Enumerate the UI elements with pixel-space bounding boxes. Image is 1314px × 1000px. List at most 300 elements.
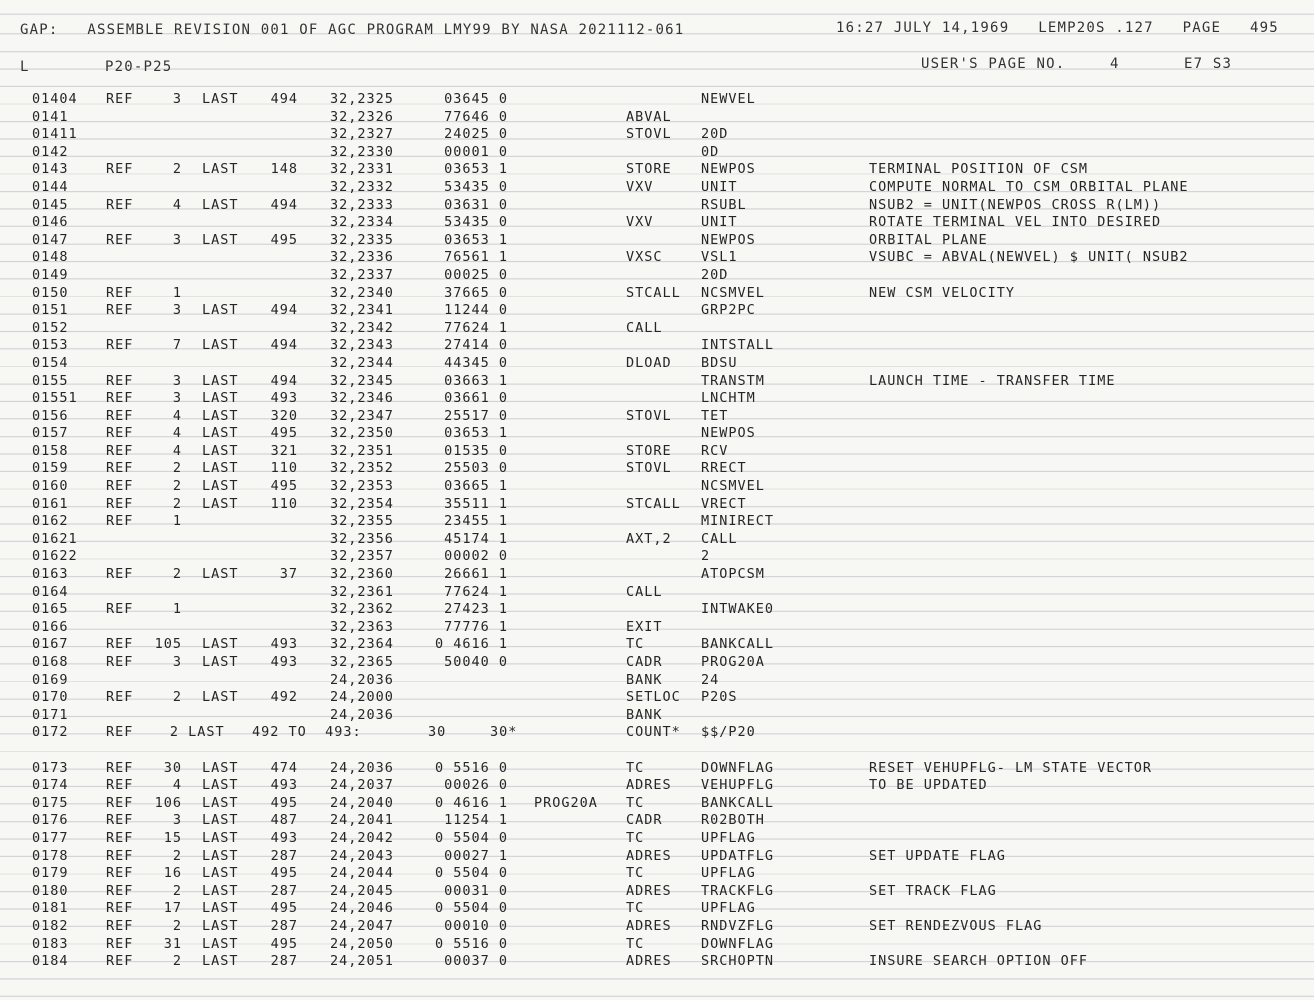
ref-marker: REF (106, 196, 134, 213)
operand: TRANSTM (701, 372, 765, 389)
line-number: 0155 (32, 372, 69, 389)
listing-row (0, 197, 1314, 215)
last-marker: LAST (202, 953, 239, 970)
address: 32,2357 (330, 548, 394, 565)
ref-marker: REF (106, 390, 134, 407)
opcode: TC (626, 829, 645, 846)
address: 32,2365 (330, 654, 394, 670)
ref-count: 7 (172, 337, 182, 354)
ref-count: 1 (172, 284, 182, 301)
last-page: 110 (270, 460, 298, 477)
operand: R02BOTH (701, 812, 765, 829)
line-number: 0184 (32, 953, 69, 970)
listing-row (0, 795, 1314, 813)
octal-word: 27423 1 (444, 601, 508, 618)
listing-row (0, 777, 1314, 795)
octal-word: 0 5504 0 (434, 865, 508, 882)
address: 32,2362 (330, 601, 394, 618)
ref-marker: REF (106, 91, 134, 107)
listing-row (0, 460, 1314, 478)
ref-count: 16 (163, 865, 182, 882)
comment: RESET VEHUPFLG- LM STATE VECTOR (869, 759, 1152, 776)
listing-row (0, 126, 1314, 144)
line-number: 01622 (32, 548, 78, 565)
operand: MINIRECT (701, 513, 775, 530)
last-page: 493 (270, 777, 298, 794)
operand: LNCHTM (701, 390, 756, 407)
line-number: 0153 (32, 337, 69, 354)
line-number: 0160 (32, 478, 69, 495)
operand: UPFLAG (701, 900, 756, 917)
opcode: CALL (626, 319, 663, 336)
address: 32,2354 (330, 495, 394, 512)
last-page: 287 (270, 917, 298, 934)
ref-count: 2 (172, 161, 182, 178)
header-mode: L (20, 59, 30, 75)
listing-row (0, 408, 1314, 426)
line-number: 01404 (32, 91, 78, 107)
operand: CALL (701, 530, 738, 547)
operand: 2 (701, 548, 711, 565)
address: 32,2325 (330, 91, 394, 107)
last-marker: LAST (202, 460, 239, 477)
opcode: ABVAL (626, 108, 672, 125)
address: 32,2341 (330, 302, 394, 319)
ref-count: 1 (172, 513, 182, 530)
operand: INTWAKE0 (701, 601, 775, 618)
listing-row (0, 900, 1314, 918)
listing-row (0, 584, 1314, 602)
listing-row (0, 214, 1314, 232)
octal-word: 0 5504 0 (434, 900, 508, 917)
octal-word: 01535 0 (444, 442, 508, 459)
ref-count: 105 (154, 636, 182, 653)
last-marker: LAST (202, 91, 239, 107)
ref-marker: REF (106, 460, 134, 477)
opcode: CALL (626, 583, 663, 600)
address: 24,2043 (330, 847, 394, 864)
address: 24,2047 (330, 917, 394, 934)
ref-marker: REF (106, 425, 134, 442)
operand: DOWNFLAG (701, 759, 775, 776)
octal-word: 00001 0 (444, 143, 508, 160)
last-marker: LAST (202, 425, 239, 442)
address: 24,2051 (330, 953, 394, 970)
listing-row (0, 531, 1314, 549)
octal-word: 11254 1 (444, 812, 508, 829)
ref-marker: REF (106, 759, 134, 776)
line-number: 0165 (32, 601, 69, 618)
last-marker: LAST (202, 566, 239, 583)
octal-word: 53435 0 (444, 214, 508, 231)
octal-word: 00031 0 (444, 882, 508, 899)
comment: TERMINAL POSITION OF CSM (869, 161, 1089, 178)
last-marker: LAST (202, 882, 239, 899)
last-page: 37 (279, 566, 298, 583)
ref-count: 2 (172, 847, 182, 864)
ref-count: 17 (163, 900, 182, 917)
address: 24,2036 (330, 671, 394, 688)
line-number: 0157 (32, 425, 69, 442)
octal-word: 77776 1 (444, 618, 508, 635)
last-page: 494 (270, 337, 298, 354)
octal-word: 77646 0 (444, 108, 508, 125)
opcode: SETLOC (626, 689, 681, 706)
listing-row (0, 232, 1314, 250)
operand: UPFLAG (701, 829, 756, 846)
ref-marker: REF (106, 372, 134, 389)
header-section: P20-P25 (105, 59, 173, 75)
listing-row (0, 337, 1314, 355)
operand: NEWPOS (701, 425, 756, 442)
address: 24,2036 (330, 759, 394, 776)
comment: INSURE SEARCH OPTION OFF (869, 953, 1089, 970)
line-number: 0156 (32, 407, 69, 424)
operand: 24 (701, 671, 720, 688)
operand: P20S (701, 689, 738, 706)
opcode: TC (626, 935, 645, 952)
listing-row (0, 812, 1314, 830)
last-marker: LAST (202, 231, 239, 248)
opcode: ADRES (626, 847, 672, 864)
address: 32,2351 (330, 442, 394, 459)
operand: 0D (701, 143, 720, 160)
address: 32,2340 (330, 284, 394, 301)
ref-marker: REF (106, 777, 134, 794)
octal-word: 03653 1 (444, 425, 508, 442)
ref-count: 2 (172, 882, 182, 899)
listing-row (0, 285, 1314, 303)
octal-word: 00037 0 (444, 953, 508, 970)
last-page: 474 (270, 759, 298, 776)
count-row (0, 724, 1314, 742)
ref-marker: REF (106, 231, 134, 248)
address: 32,2352 (330, 460, 394, 477)
address: 32,2336 (330, 249, 394, 266)
line-number: 0149 (32, 266, 69, 283)
octal-word: 76561 1 (444, 249, 508, 266)
operand: $$/P20 (701, 724, 756, 741)
address: 32,2364 (330, 636, 394, 653)
listing-row (0, 848, 1314, 866)
octal-word: 03645 0 (444, 91, 508, 107)
last-marker: LAST (202, 759, 239, 776)
address: 32,2347 (330, 407, 394, 424)
listing-row (0, 302, 1314, 320)
octal-word: 0 5516 0 (434, 935, 508, 952)
address: 32,2345 (330, 372, 394, 389)
ref-marker: REF (106, 865, 134, 882)
listing-row (0, 936, 1314, 954)
operand: RSUBL (701, 196, 747, 213)
ref-count: 30 (163, 759, 182, 776)
operand: NEWVEL (701, 91, 756, 107)
line-number: 0169 (32, 671, 69, 688)
operand: PROG20A (701, 654, 765, 670)
line-number: 0142 (32, 143, 69, 160)
octal-word: 11244 0 (444, 302, 508, 319)
line-number: 0176 (32, 812, 69, 829)
address: 24,2040 (330, 794, 394, 811)
ref-marker: REF (106, 636, 134, 653)
line-number: 0147 (32, 231, 69, 248)
octal-word: 0 5516 0 (434, 759, 508, 776)
last-marker: LAST (202, 407, 239, 424)
last-marker: LAST (202, 390, 239, 407)
opcode: STOVL (626, 460, 672, 477)
last-page: 495 (270, 865, 298, 882)
octal-word: 37665 0 (444, 284, 508, 301)
ref-marker: REF (106, 917, 134, 934)
operand: SRCHOPTN (701, 953, 775, 970)
line-number: 0182 (32, 917, 69, 934)
listing-row (0, 601, 1314, 619)
last-marker: LAST (202, 777, 239, 794)
comment: ORBITAL PLANE (869, 231, 988, 248)
line-number: 0161 (32, 495, 69, 512)
ref-marker: REF (106, 953, 134, 970)
octal-word: 03665 1 (444, 478, 508, 495)
listing-row (0, 830, 1314, 848)
opcode: ADRES (626, 882, 672, 899)
operand: RNDVZFLG (701, 917, 775, 934)
ref-count: 2 (172, 495, 182, 512)
ref-count: 4 (172, 442, 182, 459)
octal-word: 50040 0 (444, 654, 508, 670)
ref-count: 2 (172, 566, 182, 583)
ref-count: 3 (172, 654, 182, 670)
count-value: 30 (428, 724, 447, 741)
address: 32,2332 (330, 178, 394, 195)
ref-marker: REF (106, 935, 134, 952)
listing-row (0, 883, 1314, 901)
address: 24,2044 (330, 865, 394, 882)
listing-row (0, 707, 1314, 725)
listing-row (0, 689, 1314, 707)
opcode: ADRES (626, 777, 672, 794)
line-number: 0180 (32, 882, 69, 899)
octal-word: 45174 1 (444, 530, 508, 547)
last-marker: LAST (202, 847, 239, 864)
opcode: AXT,2 (626, 530, 672, 547)
ref-count: 2 (172, 460, 182, 477)
last-marker: LAST (202, 442, 239, 459)
ref-count: 3 (172, 372, 182, 389)
opcode: BANK (626, 706, 663, 723)
octal-word: 03653 1 (444, 161, 508, 178)
opcode: CADR (626, 812, 663, 829)
last-page: 110 (270, 495, 298, 512)
ref-count: 2 (172, 478, 182, 495)
last-page: 494 (270, 372, 298, 389)
line-number: 0150 (32, 284, 69, 301)
last-marker: LAST (202, 636, 239, 653)
operand: 20D (701, 126, 729, 143)
last-marker: LAST (202, 829, 239, 846)
line-number: 0146 (32, 214, 69, 231)
ref-marker: REF (106, 161, 134, 178)
octal-word: 25503 0 (444, 460, 508, 477)
address: 32,2346 (330, 390, 394, 407)
last-page: 495 (270, 900, 298, 917)
line-number: 0172 (32, 724, 69, 741)
opcode: EXIT (626, 618, 663, 635)
operand: GRP2PC (701, 302, 756, 319)
line-number: 0154 (32, 354, 69, 371)
octal-word: 0 4616 1 (434, 636, 508, 653)
line-number: 0141 (32, 108, 69, 125)
comment: LAUNCH TIME - TRANSFER TIME (869, 372, 1116, 389)
listing-row (0, 320, 1314, 338)
address: 24,2046 (330, 900, 394, 917)
line-number: 0162 (32, 513, 69, 530)
address: 32,2327 (330, 126, 394, 143)
listing-row (0, 566, 1314, 584)
address: 24,2041 (330, 812, 394, 829)
operand: BANKCALL (701, 794, 775, 811)
line-number: 0144 (32, 178, 69, 195)
line-number: 0152 (32, 319, 69, 336)
last-page: 321 (270, 442, 298, 459)
operand: UPDATFLG (701, 847, 775, 864)
opcode: TC (626, 865, 645, 882)
listing-row (0, 373, 1314, 391)
listing-row (0, 548, 1314, 566)
operand: TET (701, 407, 729, 424)
octal-word: 24025 0 (444, 126, 508, 143)
address: 24,2037 (330, 777, 394, 794)
opcode: STCALL (626, 495, 681, 512)
octal-word: 77624 1 (444, 319, 508, 336)
octal-word: 35511 1 (444, 495, 508, 512)
listing-row (0, 478, 1314, 496)
last-page: 494 (270, 196, 298, 213)
opcode: STORE (626, 442, 672, 459)
last-page: 320 (270, 407, 298, 424)
octal-word: 0 5504 0 (434, 829, 508, 846)
blank-line (0, 742, 1314, 760)
ref-marker: REF (106, 900, 134, 917)
address: 24,2036 (330, 706, 394, 723)
ref-marker: REF (106, 601, 134, 618)
ref-count: 4 (172, 196, 182, 213)
last-marker: LAST (202, 302, 239, 319)
ref-marker: REF (106, 407, 134, 424)
address: 32,2361 (330, 583, 394, 600)
listing-row (0, 865, 1314, 883)
line-number: 0178 (32, 847, 69, 864)
ref-count: 3 (172, 231, 182, 248)
ref-marker: REF (106, 442, 134, 459)
address: 32,2335 (330, 231, 394, 248)
line-number: 0179 (32, 865, 69, 882)
line-number: 0177 (32, 829, 69, 846)
last-marker: LAST (202, 689, 239, 706)
last-marker: LAST (202, 161, 239, 178)
opcode: TC (626, 636, 645, 653)
ref-count: 106 (154, 794, 182, 811)
ref-marker: REF (106, 654, 134, 670)
last-page: 493 (270, 654, 298, 670)
address: 24,2042 (330, 829, 394, 846)
operand: VEHUPFLG (701, 777, 775, 794)
header-user-page-no: 4 (1110, 56, 1120, 72)
octal-word: 00027 1 (444, 847, 508, 864)
opcode: CADR (626, 654, 663, 670)
address: 24,2000 (330, 689, 394, 706)
ref-count: 3 (172, 812, 182, 829)
last-page: 492 (270, 689, 298, 706)
opcode: BANK (626, 671, 663, 688)
octal-word: 26661 1 (444, 566, 508, 583)
address: 32,2355 (330, 513, 394, 530)
header-title: GAP: ASSEMBLE REVISION 001 OF AGC PROGRAM LMY99 BY NASA 2021112-061 (20, 22, 685, 38)
ref-marker: REF (106, 794, 134, 811)
line-number: 01551 (32, 390, 78, 407)
last-marker: LAST (202, 654, 239, 670)
comment: TO BE UPDATED (869, 777, 988, 794)
operand: TRACKFLG (701, 882, 775, 899)
opcode: STOVL (626, 407, 672, 424)
operand: BANKCALL (701, 636, 775, 653)
opcode: STCALL (626, 284, 681, 301)
last-marker: LAST (202, 794, 239, 811)
operand: VRECT (701, 495, 747, 512)
opcode: DLOAD (626, 354, 672, 371)
listing-row (0, 654, 1314, 672)
address: 24,2050 (330, 935, 394, 952)
ref-count: 4 (172, 425, 182, 442)
operand: VSL1 (701, 249, 738, 266)
listing-row (0, 91, 1314, 109)
ref-marker: REF (106, 284, 134, 301)
comment: NSUB2 = UNIT(NEWPOS CROSS R(LM)) (869, 196, 1162, 213)
last-marker: LAST (202, 865, 239, 882)
comment: SET TRACK FLAG (869, 882, 997, 899)
line-number: 01621 (32, 530, 78, 547)
last-page: 287 (270, 847, 298, 864)
octal-word: 25517 0 (444, 407, 508, 424)
listing-row (0, 109, 1314, 127)
line-number: 0173 (32, 759, 69, 776)
line-number: 0163 (32, 566, 69, 583)
address: 32,2343 (330, 337, 394, 354)
ref-count: 3 (172, 91, 182, 107)
listing-row (0, 355, 1314, 373)
octal-word: 03663 1 (444, 372, 508, 389)
comment: SET RENDEZVOUS FLAG (869, 917, 1043, 934)
octal-word: 00002 0 (444, 548, 508, 565)
last-page: 493 (270, 829, 298, 846)
last-page: 494 (270, 302, 298, 319)
listing-row (0, 425, 1314, 443)
ref-marker: REF (106, 478, 134, 495)
symbol-label: PROG20A (534, 794, 598, 811)
line-number: 0166 (32, 618, 69, 635)
line-number: 0167 (32, 636, 69, 653)
line-number: 01411 (32, 126, 78, 143)
ref-count: 3 (172, 302, 182, 319)
ref-marker: REF (106, 882, 134, 899)
line-number: 0164 (32, 583, 69, 600)
header-code: E7 S3 (1184, 56, 1233, 72)
listing-row (0, 249, 1314, 267)
octal-word: 03631 0 (444, 196, 508, 213)
line-number: 0148 (32, 249, 69, 266)
octal-word: 03661 0 (444, 390, 508, 407)
last-page: 495 (270, 478, 298, 495)
line-number: 0158 (32, 442, 69, 459)
